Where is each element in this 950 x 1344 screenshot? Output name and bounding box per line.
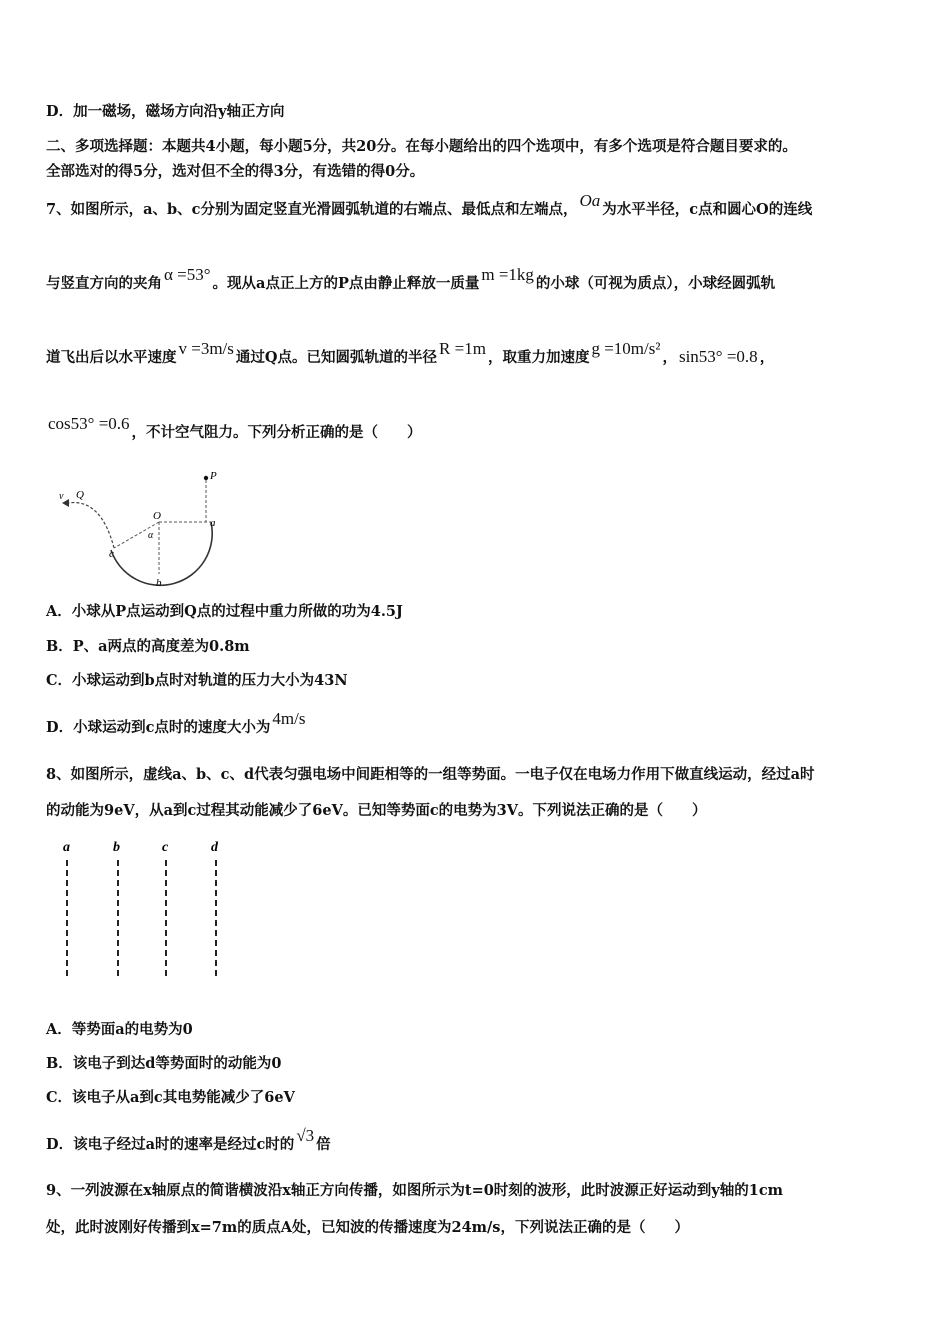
label-d: d: [211, 840, 218, 855]
q7-line3: [46, 339, 775, 368]
q7-text: ，不计空气阻力。下列分析正确的是（ ）: [131, 424, 422, 441]
q9-line1: 9、一列波源在x轴原点的简谐横波沿x轴正方向传播，如图所示为t=0时刻的波形，此时波源正好运动到y轴的1cm: [46, 1182, 783, 1199]
q7-option-c: C．小球运动到b点时对轨道的压力大小为43N: [46, 672, 348, 689]
label-c: c: [109, 548, 114, 560]
q7-text: 与竖直方向的夹角: [46, 275, 162, 292]
q9-line2: 处，此时波刚好传播到x=7m的质点A处，已知波的传播速度为24m/s，下列说法正确的是（ ）: [46, 1219, 689, 1236]
q7-text: 道飞出后以水平速度: [46, 349, 177, 366]
label-c: c: [162, 840, 169, 855]
label-q: Q: [76, 489, 84, 501]
formula-cos53: cos53° =0.6: [48, 414, 130, 433]
q8-option-d-text-end: 倍: [316, 1136, 331, 1153]
q7-line4: [46, 414, 422, 443]
label-b: b: [113, 840, 120, 855]
point-p: [204, 476, 208, 480]
q7-text: 为水平半径，c点和圆心O的连线: [602, 201, 813, 218]
formula-speed-c: 4m/s: [272, 709, 306, 728]
q7-text: 。现从a点正上方的P点由静止释放一质量: [212, 275, 480, 292]
label-a: a: [210, 517, 216, 529]
formula-velocity: v =3m/s: [178, 339, 234, 358]
q8-equipotential-diagram: [56, 836, 236, 981]
q8-option-c: C．该电子从a到c其电势能减少了6eV: [46, 1089, 295, 1106]
label-a: a: [63, 840, 70, 855]
q7-text: 7、如图所示，a、b、c分别为固定竖直光滑圆弧轨道的右端点、最低点和左端点，: [46, 201, 578, 218]
formula-mass: m =1kg: [481, 265, 534, 284]
q8-line2: 的动能为9eV，从a到c过程其动能减少了6eV。已知等势面c的电势为3V。下列说法正确的是（ ）: [46, 802, 707, 819]
q7-option-b: B．P、a两点的高度差为0.8m: [46, 638, 250, 655]
q7-arc-track-diagram: [56, 468, 226, 593]
formula-alpha: α =53°: [164, 265, 211, 284]
q7-option-a: A．小球从P点运动到Q点的过程中重力所做的功为4.5J: [46, 603, 403, 620]
section-2-heading-line2: 全部选对的得5分，选对但不全的得3分，有选错的得0分。: [46, 163, 425, 180]
q7-text: ，: [662, 349, 677, 366]
q7-text: 的小球（可视为质点），小球经圆弧轨: [535, 275, 776, 292]
q7-text: ，: [759, 349, 775, 366]
label-o: O: [153, 510, 161, 522]
trajectory-curve: [68, 503, 114, 548]
label-alpha: α: [148, 530, 154, 541]
label-b: b: [156, 577, 162, 589]
q7-text: 通过Q点。已知圆弧轨道的半径: [235, 349, 438, 366]
q8-option-d: [46, 1126, 331, 1155]
q7-line2: [46, 265, 776, 294]
q7-option-d: [46, 709, 307, 738]
q8-option-b: B．该电子到达d等势面时的动能为0: [46, 1055, 282, 1072]
formula-sqrt3: √3: [296, 1126, 315, 1145]
formula-sin53: sin53° =0.8: [678, 347, 758, 366]
label-p: P: [210, 470, 217, 482]
q7-line1: [46, 191, 813, 220]
q8-option-a: A．等势面a的电势为0: [46, 1021, 193, 1038]
label-v: v: [59, 491, 64, 502]
q7-option-d-text: D．小球运动到c点时的速度大小为: [46, 719, 271, 736]
formula-radius: R =1m: [439, 339, 486, 358]
q8-option-d-text: D．该电子经过a时的速率是经过c时的: [46, 1136, 295, 1153]
formula-gravity: g =10m/s²: [591, 339, 661, 358]
track-arc: [111, 522, 212, 585]
q8-line1: 8、如图所示，虚线a、b、c、d代表匀强电场中间距相等的一组等势面。一电子仅在电场力作用下做直线运动，经过a时: [46, 766, 815, 783]
q7-text: ，取重力加速度: [487, 349, 590, 366]
section-2-heading-line1: 二、多项选择题：本题共4小题，每小题5分，共20分。在每小题给出的四个选项中，有多个选项是符合题目要求的。: [46, 138, 797, 155]
formula-oa: Oa: [579, 191, 601, 210]
previous-option-d: D．加一磁场，磁场方向沿y轴正方向: [46, 103, 285, 120]
